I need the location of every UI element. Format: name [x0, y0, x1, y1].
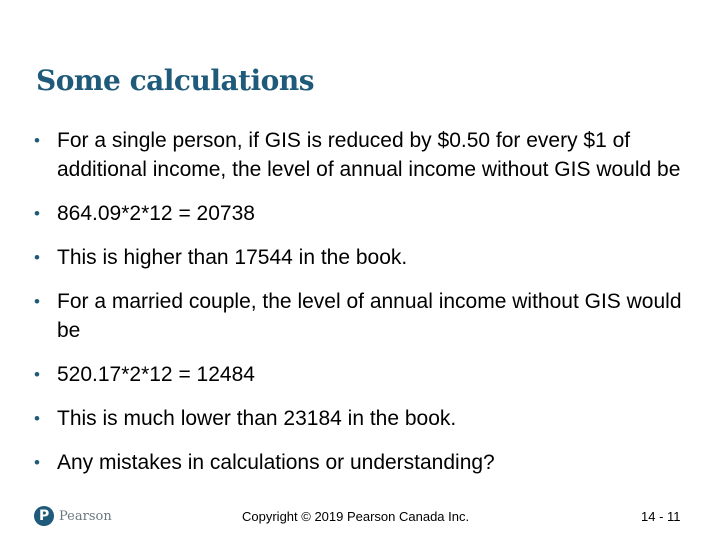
bullet-text: For a married couple, the level of annual income without GIS would be [57, 290, 682, 342]
bullet-item [34, 199, 704, 228]
bullet-text: Any mistakes in calculations or understanding? [57, 451, 495, 474]
bullet-item [34, 360, 704, 389]
bullet-dot-icon: • [34, 292, 40, 311]
pearson-logo [34, 506, 112, 526]
bullet-list [34, 126, 704, 492]
bullet-text: 864.09*2*12 = 20738 [57, 202, 255, 225]
pearson-logo-icon: P [34, 506, 54, 526]
bullet-dot-icon: • [34, 365, 40, 384]
slide-footer [0, 500, 720, 536]
page-number: 14 - 11 [641, 509, 681, 524]
logo-text: Pearson [59, 508, 112, 524]
bullet-dot-icon: • [34, 248, 40, 267]
slide-title: Some calculations [36, 64, 314, 97]
bullet-dot-icon: • [34, 453, 40, 472]
bullet-text: This is higher than 17544 in the book. [57, 246, 408, 269]
bullet-item [34, 404, 704, 433]
bullet-text: 520.17*2*12 = 12484 [57, 363, 255, 386]
bullet-dot-icon: • [34, 204, 40, 223]
bullet-item [34, 243, 704, 272]
bullet-item [34, 126, 704, 184]
bullet-text: This is much lower than 23184 in the book. [57, 407, 457, 430]
bullet-item [34, 287, 704, 345]
copyright-notice: Copyright © 2019 Pearson Canada Inc. [242, 509, 470, 524]
bullet-item [34, 448, 704, 477]
bullet-dot-icon: • [34, 409, 40, 428]
bullet-text: For a single person, if GIS is reduced by $0.50 for every $1 of additional income, the level of annual income without GIS would be [57, 129, 681, 181]
bullet-dot-icon: • [34, 131, 40, 150]
